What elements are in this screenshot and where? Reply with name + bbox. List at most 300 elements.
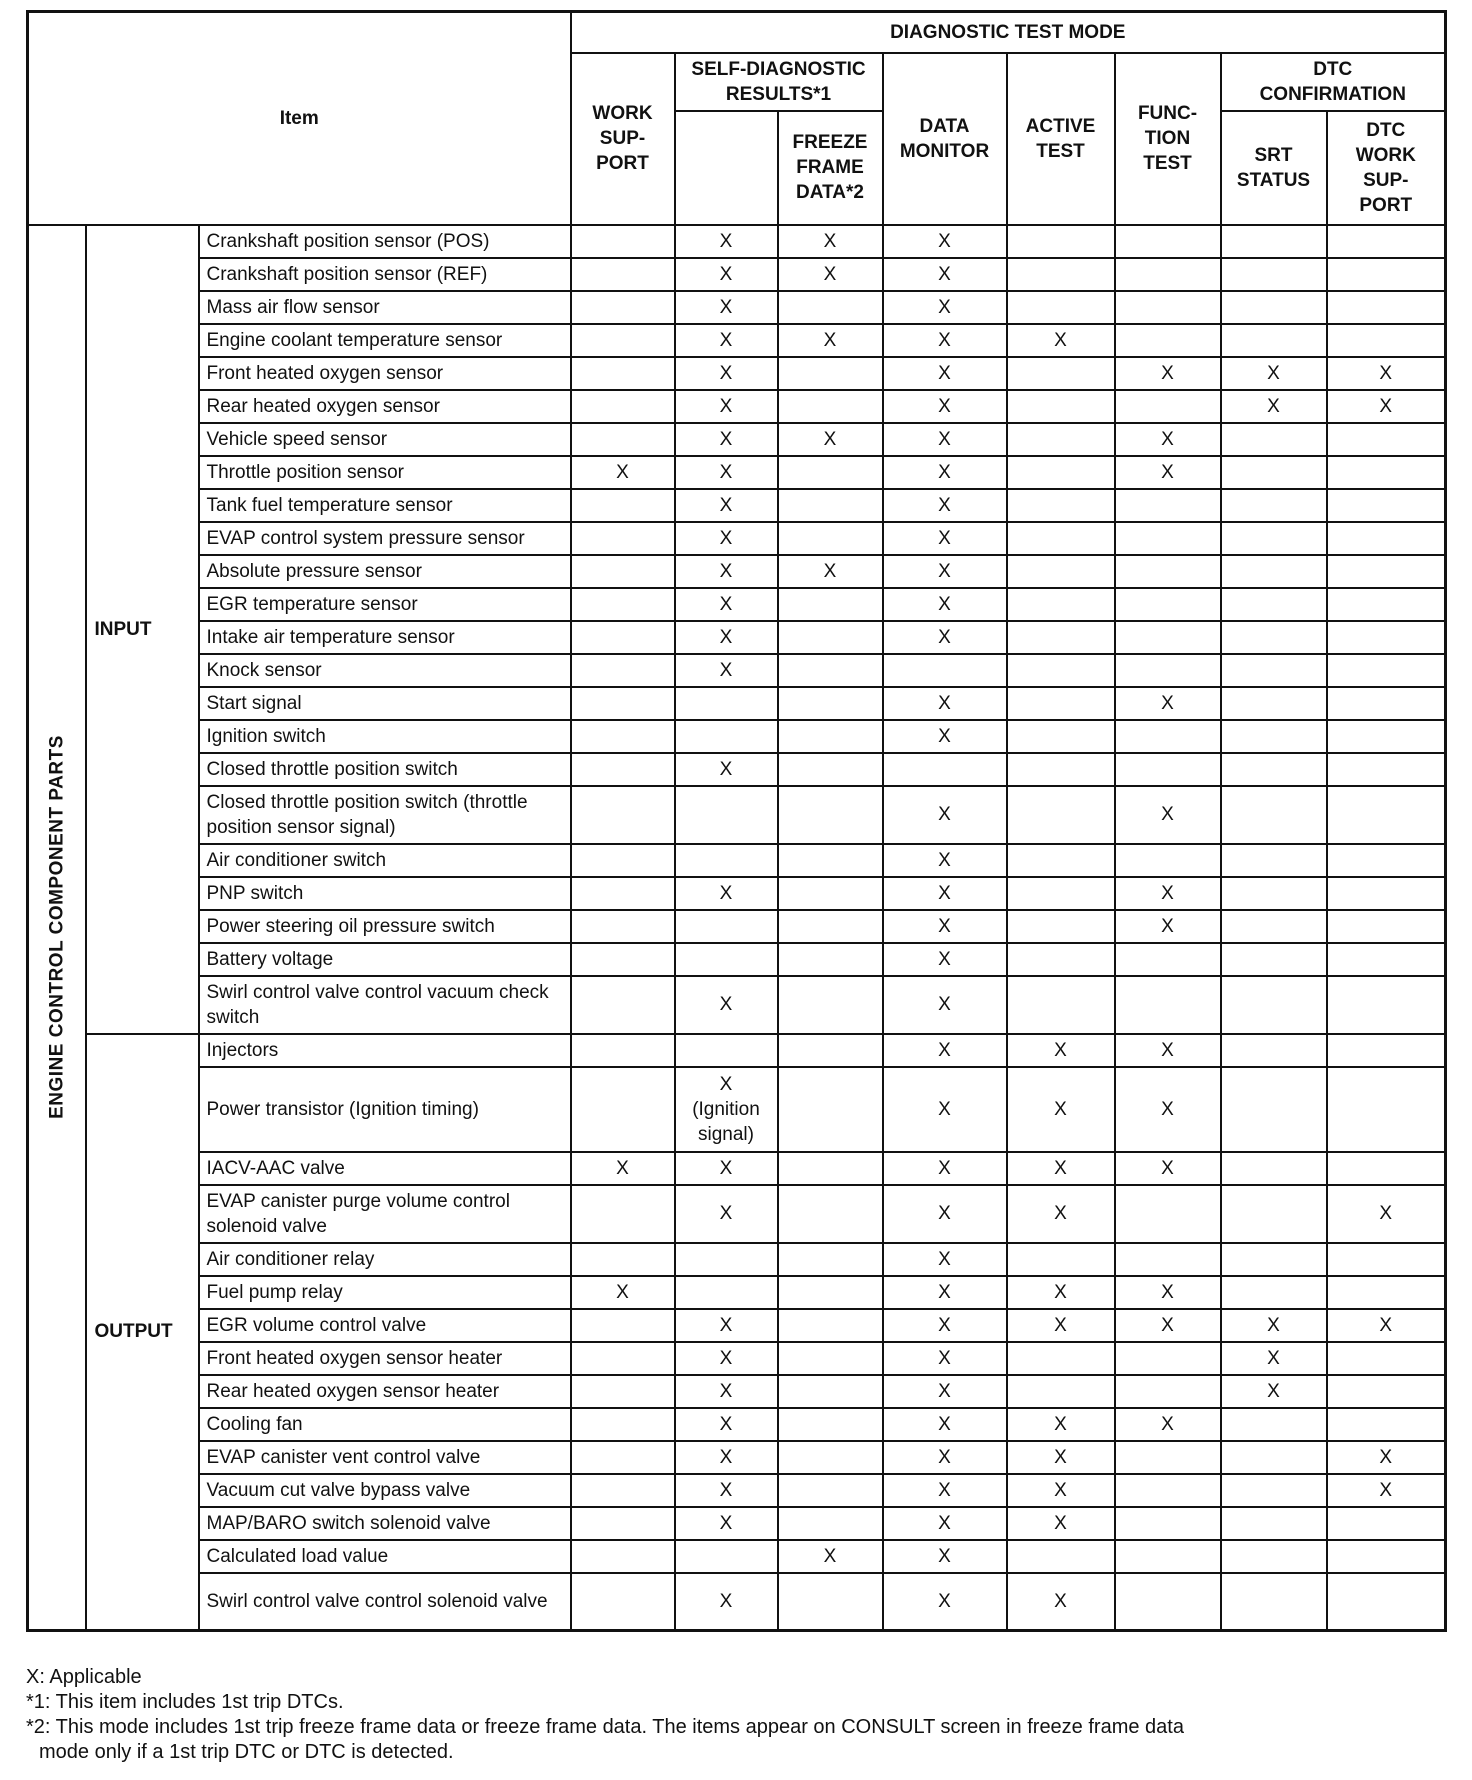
table-row [28,720,1446,753]
applicable-mark: X [938,1479,951,1501]
applicable-mark: X [823,428,837,450]
mark-cell [883,1152,1007,1185]
mark-cell [1115,1185,1221,1243]
mark-cell [778,1185,883,1243]
applicable-mark: X [719,1347,733,1369]
mark-cell [883,877,1007,910]
input-group-label: INPUT [86,225,199,1034]
table-row [28,1276,1446,1309]
mark-cell [1007,976,1115,1034]
mark-cell [1327,654,1446,687]
applicable-mark: X [1379,395,1393,417]
mark-cell [883,720,1007,753]
mark-cell [1221,1342,1327,1375]
mark-cell [883,1185,1007,1243]
mark-cell [571,1507,675,1540]
mark-cell [1007,1067,1115,1152]
mark-cell [1007,1573,1115,1631]
mark-cell [1221,1276,1327,1309]
mark-cell [675,654,778,687]
mark-cell [778,720,883,753]
footnote-1: *1: This item includes 1st trip DTCs. [26,1691,344,1713]
data-monitor-header: DATA MONITOR [883,53,1007,225]
mark-cell [1007,1540,1115,1573]
table-row [28,423,1446,456]
applicable-mark: X [719,1157,733,1179]
table-row [28,1507,1446,1540]
table-row [28,291,1446,324]
mark-cell [1221,877,1327,910]
item-name: Absolute pressure sensor [199,555,571,588]
table-row [28,555,1446,588]
table-row [28,1408,1446,1441]
applicable-mark: X [938,1446,951,1468]
mark-cell [1115,1573,1221,1631]
mark-cell [778,943,883,976]
applicable-mark: X [938,593,951,615]
applicable-mark: X [719,1512,733,1534]
output-group-label: OUTPUT [86,1034,199,1631]
mark-cell [675,489,778,522]
mark-cell [571,753,675,786]
mark-cell [1115,258,1221,291]
mark-cell [1115,1067,1221,1152]
mark-cell [883,1309,1007,1342]
mark-cell [883,844,1007,877]
mark-cell [675,844,778,877]
mark-cell [1007,1342,1115,1375]
item-name: Air conditioner switch [199,844,571,877]
mark-cell [1007,258,1115,291]
mark-cell [1007,844,1115,877]
mark-cell [1221,423,1327,456]
applicable-mark: X [1267,1314,1280,1336]
item-name: Throttle position sensor [199,456,571,489]
applicable-mark: X [719,329,733,351]
mark-cell [571,291,675,324]
applicable-mark: X [823,230,837,252]
applicable-mark: X [719,230,733,252]
applicable-mark: X [1054,1314,1067,1336]
applicable-mark: X [1054,1098,1067,1120]
item-name: Swirl control valve control vacuum check switch [199,976,571,1034]
applicable-mark: X [938,461,951,483]
mark-cell [1327,456,1446,489]
mark-cell [1007,390,1115,423]
mark-cell [1221,1474,1327,1507]
mark-cell [1221,1152,1327,1185]
applicable-mark: X [938,230,951,252]
mark-cell [675,1408,778,1441]
applicable-mark: X [719,882,733,904]
mark-cell [1327,621,1446,654]
mark-cell [1115,753,1221,786]
applicable-mark: X [719,1073,733,1095]
item-name: Vehicle speed sensor [199,423,571,456]
applicable-mark: X [719,1380,733,1402]
item-name: Calculated load value [199,1540,571,1573]
mark-cell [675,1185,778,1243]
mark-cell [675,1540,778,1573]
active-test-header: ACTIVE TEST [1007,53,1115,225]
mark-cell [571,258,675,291]
item-name: Power transistor (Ignition timing) [199,1067,571,1152]
mark-cell [1221,844,1327,877]
mark-cell [675,976,778,1034]
footnote-2: *2: This mode includes 1st trip freeze frame data or freeze frame data. The items appear on CONSULT screen in freeze frame data [26,1716,1184,1738]
applicable-mark: X [1054,1479,1067,1501]
table-row [28,1034,1446,1067]
table-row [28,976,1446,1034]
mark-cell [571,1185,675,1243]
mark-cell [1115,877,1221,910]
table-row [28,489,1446,522]
mark-cell [1007,225,1115,258]
item-name: Front heated oxygen sensor heater [199,1342,571,1375]
mark-cell [1327,1185,1446,1243]
mark-cell [1221,1243,1327,1276]
footnotes [26,1665,1446,1765]
mark-cell [1115,1474,1221,1507]
mark-cell [1327,943,1446,976]
mark-cell [1115,291,1221,324]
table-row [28,1474,1446,1507]
table-row [28,1243,1446,1276]
mark-cell [1007,1375,1115,1408]
mark-cell [1115,844,1221,877]
applicable-mark: X [938,560,951,582]
mark-cell [883,654,1007,687]
mark-cell [675,621,778,654]
mark-cell [883,1375,1007,1408]
table-row [28,1152,1446,1185]
mark-cell [778,1342,883,1375]
applicable-mark: X [1161,915,1174,937]
applicable-mark: X [938,626,951,648]
item-name: Knock sensor [199,654,571,687]
mark-cell [1007,1034,1115,1067]
mark-cell [1327,390,1446,423]
applicable-mark: X [938,1098,951,1120]
mark-cell [571,621,675,654]
mark-cell [778,877,883,910]
mark-cell [1007,1408,1115,1441]
mark-cell [1007,1441,1115,1474]
applicable-mark: X [938,994,951,1015]
table-row [28,225,1446,258]
applicable-mark: X [938,494,951,516]
table-row [28,943,1446,976]
applicable-mark: X [1267,1347,1280,1369]
mark-cell [883,423,1007,456]
applicable-mark: X [938,1039,951,1061]
mark-cell [778,324,883,357]
mark-cell [1221,943,1327,976]
mark-cell [1327,1276,1446,1309]
mark-cell [778,423,883,456]
applicable-mark: X [1161,692,1174,714]
work-support-header: WORK SUP- PORT [571,53,675,225]
mark-cell [778,1276,883,1309]
mark-cell [675,753,778,786]
applicable-mark: X [1267,362,1280,384]
applicable-mark: X [719,527,733,549]
self-diagnostic-results-header: SELF-DIAGNOSTIC RESULTS*1 [675,53,883,111]
applicable-mark: X [938,296,951,318]
applicable-mark: X [1161,1314,1174,1336]
mark-cell [778,1573,883,1631]
mark-cell [1007,1276,1115,1309]
mark-cell [675,1243,778,1276]
mark-cell [883,1540,1007,1573]
table-row [28,621,1446,654]
item-name: Injectors [199,1034,571,1067]
mark-cell [1327,877,1446,910]
applicable-mark: X [1379,1203,1393,1224]
mark-cell [1115,1408,1221,1441]
mark-cell [1115,621,1221,654]
mark-cell [1221,720,1327,753]
mark-cell [778,654,883,687]
mark-cell [1007,654,1115,687]
applicable-mark: X [616,1281,629,1303]
table-row [28,522,1446,555]
applicable-mark: X [1161,461,1174,483]
mark-cell [1327,1067,1446,1152]
mark-cell [571,522,675,555]
mark-cell [571,910,675,943]
applicable-mark: X [1161,882,1174,904]
mark-cell [1327,1243,1446,1276]
mark-cell [571,1573,675,1631]
item-name: EVAP canister vent control valve [199,1441,571,1474]
mark-cell [883,456,1007,489]
mark-cell [883,943,1007,976]
mark-cell [1115,1375,1221,1408]
mark-cell [1221,489,1327,522]
applicable-mark: X [719,362,733,384]
applicable-mark: X [938,804,951,825]
table-row [28,1540,1446,1573]
applicable-mark: X [938,725,951,747]
mark-cell [778,1441,883,1474]
applicable-mark: X [938,527,951,549]
item-name: Cooling fan [199,1408,571,1441]
mark-cell [883,1067,1007,1152]
applicable-mark: X [719,659,733,681]
mark-cell [1327,324,1446,357]
item-name: Mass air flow sensor [199,291,571,324]
mark-cell [883,687,1007,720]
table-row [28,1309,1446,1342]
mark-cell [1115,1540,1221,1573]
applicable-mark: X [1379,1314,1393,1336]
mark-cell [1007,753,1115,786]
mark-cell [675,225,778,258]
mark-cell [778,976,883,1034]
mark-cell [1115,1342,1221,1375]
mark-cell [675,1441,778,1474]
item-name: EVAP control system pressure sensor [199,522,571,555]
mark-cell [1007,1309,1115,1342]
mark-cell [1327,555,1446,588]
mark-cell [1221,1067,1327,1152]
applicable-mark: X [719,395,733,417]
applicable-mark: X [1161,1157,1174,1179]
applicable-mark: X [719,994,733,1015]
mark-cell [1221,910,1327,943]
mark-cell [1221,522,1327,555]
mark-cell [1221,324,1327,357]
mark-cell [1221,753,1327,786]
mark-cell [1221,1441,1327,1474]
applicable-mark: X [1054,1446,1067,1468]
mark-cell [1115,654,1221,687]
mark-cell [778,844,883,877]
applicable-mark: X [719,296,733,318]
mark-cell [571,225,675,258]
mark-cell [1221,687,1327,720]
mark-cell [1221,258,1327,291]
mark-cell [1221,555,1327,588]
mark-cell [778,621,883,654]
applicable-mark: X [823,1545,837,1567]
applicable-mark: X [1161,1281,1174,1303]
mark-cell [571,555,675,588]
mark-cell [571,324,675,357]
table-row [28,1185,1446,1243]
mark-cell [571,687,675,720]
mark-cell [1327,1152,1446,1185]
applicable-mark: X [1054,1039,1067,1061]
item-header: Item [28,12,571,225]
applicable-mark: X [938,692,951,714]
item-name: Start signal [199,687,571,720]
applicable-mark: X [938,1203,951,1224]
applicable-mark: X [938,1545,951,1567]
applicable-mark: X [938,882,951,904]
mark-cell [1115,1243,1221,1276]
mark-cell [1007,910,1115,943]
mark-cell [778,489,883,522]
applicable-mark: X [719,1203,733,1224]
mark-cell [571,456,675,489]
mark-cell [1221,1540,1327,1573]
item-name: Closed throttle position switch [199,753,571,786]
mark-cell [571,423,675,456]
applicable-mark: X [1054,1590,1067,1612]
table-row [28,844,1446,877]
table-row [28,654,1446,687]
mark-cell [1221,1309,1327,1342]
mark-cell [778,522,883,555]
mark-cell [1007,522,1115,555]
mark-cell [1327,1375,1446,1408]
item-name: Air conditioner relay [199,1243,571,1276]
applicable-mark: X [1267,395,1280,417]
mark-cell [1221,1507,1327,1540]
mark-cell [1007,489,1115,522]
applicable-mark: X [938,1248,951,1270]
mark-cell [1327,225,1446,258]
table-row [28,910,1446,943]
table-row [28,1342,1446,1375]
mark-cell [1007,1474,1115,1507]
mark-cell [1221,976,1327,1034]
applicable-mark: X [1054,1157,1067,1179]
mark-cell [675,910,778,943]
applicable-mark: X [938,329,951,351]
table-row [28,877,1446,910]
applicable-mark: X [719,494,733,516]
applicable-mark: X [823,263,837,285]
mark-cell [1327,976,1446,1034]
applicable-mark: X [719,428,733,450]
mark-cell [1115,1441,1221,1474]
mark-cell [1221,1375,1327,1408]
applicable-mark: X [823,329,837,351]
mark-cell [1007,423,1115,456]
mark-cell [778,786,883,844]
mark-cell [778,291,883,324]
mark-cell [1327,522,1446,555]
mark-cell [675,1375,778,1408]
mark-cell [675,1573,778,1631]
mark-cell [778,1474,883,1507]
applicable-mark: X [823,560,837,582]
applicable-mark: X [719,593,733,615]
mark-cell [571,1474,675,1507]
mark-cell [571,1342,675,1375]
applicable-mark: X [1379,1479,1393,1501]
mark-cell [1007,1243,1115,1276]
mark-cell [675,522,778,555]
mark-cell [1115,357,1221,390]
applicable-mark: X [938,948,951,970]
applicable-mark: X [1161,804,1174,825]
mark-cell [675,357,778,390]
applicable-mark: X [1054,1203,1067,1224]
mark-cell [883,555,1007,588]
mark-cell [883,357,1007,390]
mark-cell [1221,1185,1327,1243]
mark-cell [1007,621,1115,654]
mark-cell [571,943,675,976]
applicable-mark: X [938,1314,951,1336]
applicable-mark: X [938,915,951,937]
mark-cell [675,1276,778,1309]
mark-cell [883,1573,1007,1631]
applicable-mark: X [1054,1512,1067,1534]
mark-cell [778,1408,883,1441]
diagnostic-test-mode-table [26,10,1447,1632]
table-row [28,1375,1446,1408]
mark-cell [1115,324,1221,357]
applicable-mark: X [938,1512,951,1534]
mark-cell [1115,456,1221,489]
mark-cell [778,1034,883,1067]
mark-cell [1115,910,1221,943]
freeze-frame-data-header: FREEZE FRAME DATA*2 [778,111,883,225]
mark-cell [1327,1342,1446,1375]
mark-cell [675,1152,778,1185]
mark-cell [778,1243,883,1276]
mark-cell [1327,291,1446,324]
mark-cell [1115,786,1221,844]
dtc-work-support-header: DTC WORK SUP- PORT [1327,111,1446,225]
mark-cell [778,1067,883,1152]
applicable-mark: X [938,395,951,417]
